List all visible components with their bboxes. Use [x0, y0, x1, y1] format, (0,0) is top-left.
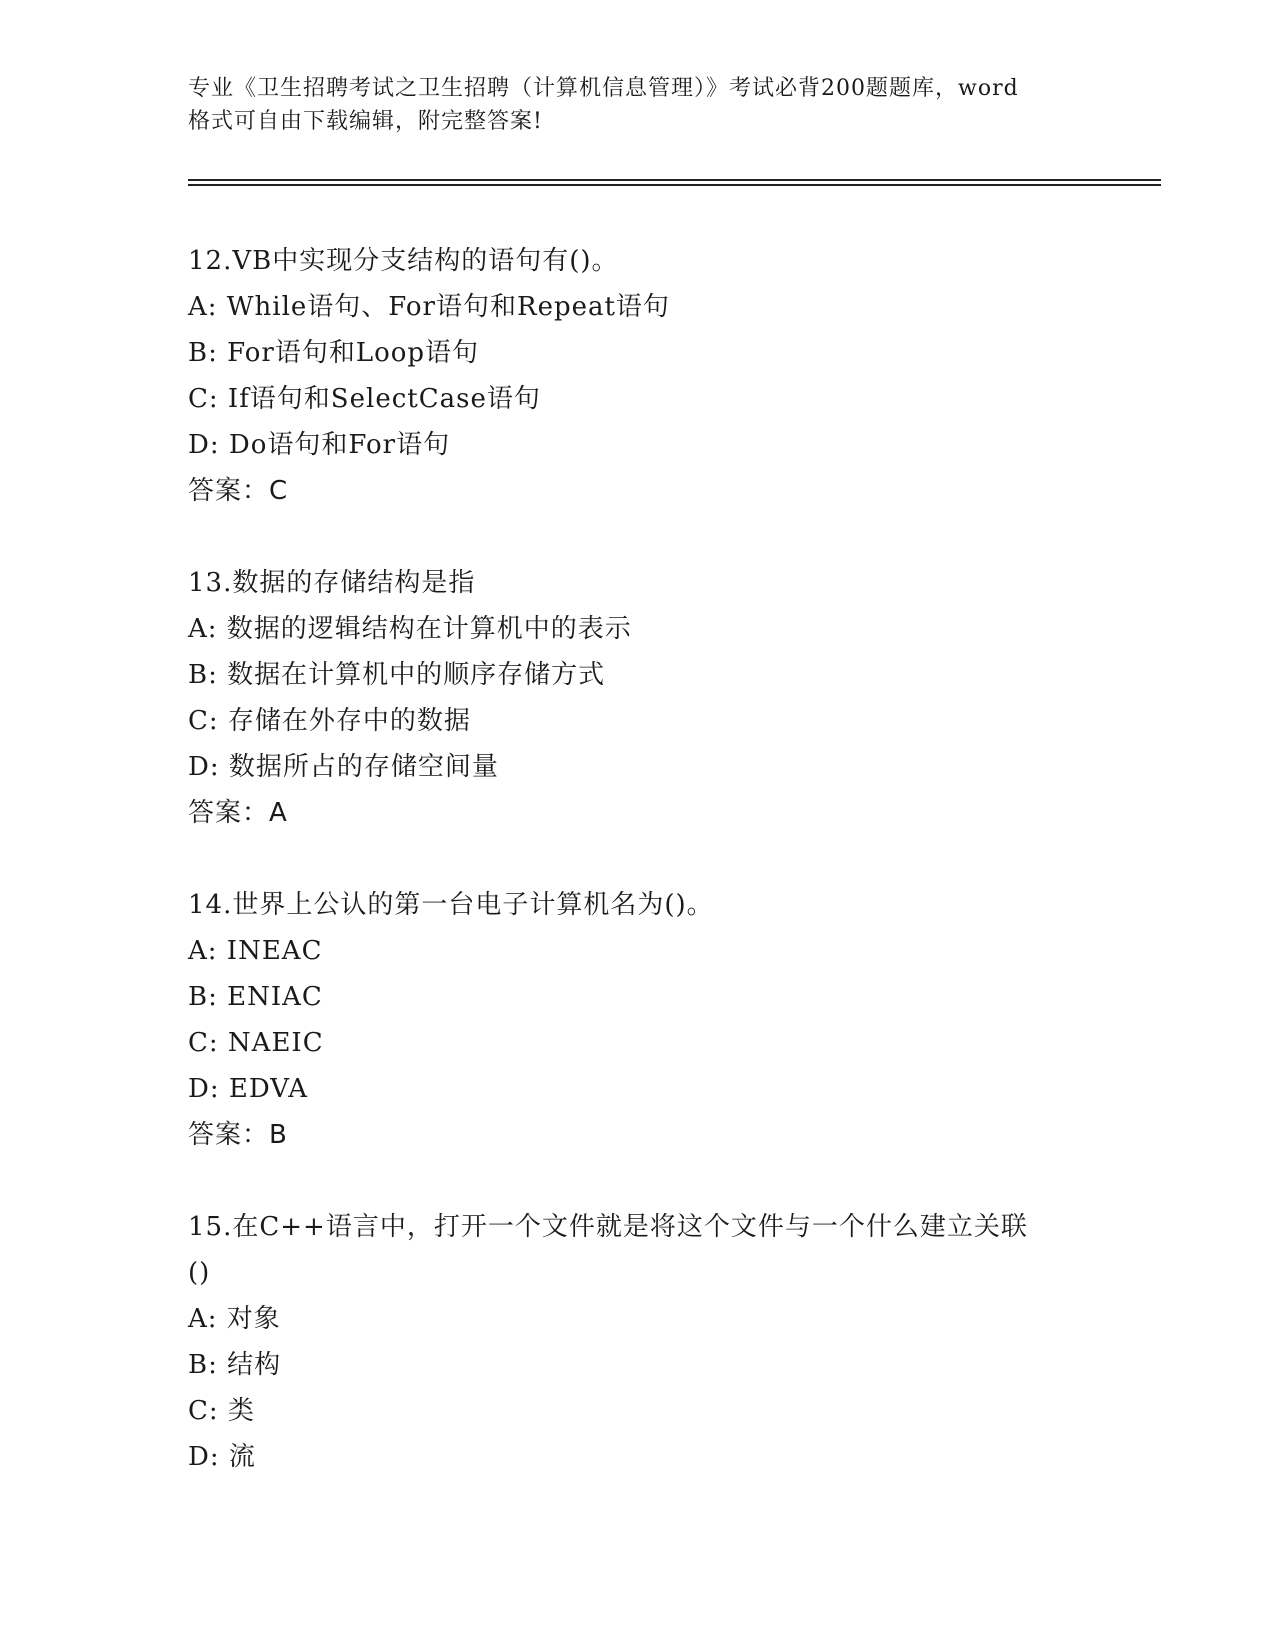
question-list — [188, 238, 1128, 1526]
option-b: B: For语句和Loop语句 — [188, 338, 480, 368]
option-d: D: EDVA — [188, 1074, 309, 1104]
header-line-2: 格式可自由下载编辑，附完整答案! — [188, 109, 543, 134]
answer: 答案：C — [188, 476, 289, 506]
header-line-1: 专业《卫生招聘考试之卫生招聘（计算机信息管理）》考试必背200题题库，word — [188, 76, 1019, 101]
option-c: C: NAEIC — [188, 1028, 324, 1058]
option-b: B: ENIAC — [188, 982, 323, 1012]
document-header — [188, 72, 1088, 138]
option-b: B: 结构 — [188, 1350, 282, 1380]
option-a: A: While语句、For语句和Repeat语句 — [188, 292, 670, 322]
header-divider-bottom — [188, 184, 1161, 186]
question-stem: 15.在C++语言中，打开一个文件就是将这个文件与一个什么建立关联 — [188, 1212, 1028, 1242]
option-c: C: 类 — [188, 1396, 255, 1426]
option-a: A: INEAC — [188, 936, 323, 966]
question-stem: 14.世界上公认的第一台电子计算机名为()。 — [188, 890, 714, 920]
question-14 — [188, 882, 1128, 1158]
question-12 — [188, 238, 1128, 514]
option-d: D: 数据所占的存储空间量 — [188, 752, 499, 782]
answer: 答案：A — [188, 798, 288, 828]
question-15 — [188, 1204, 1128, 1480]
question-13 — [188, 560, 1128, 836]
option-d: D: Do语句和For语句 — [188, 430, 451, 460]
answer: 答案：B — [188, 1120, 288, 1150]
question-stem-continued: () — [188, 1258, 211, 1288]
option-c: C: 存储在外存中的数据 — [188, 706, 471, 736]
header-divider-top — [188, 179, 1161, 181]
option-d: D: 流 — [188, 1442, 256, 1472]
option-b: B: 数据在计算机中的顺序存储方式 — [188, 660, 606, 690]
option-a: A: 数据的逻辑结构在计算机中的表示 — [188, 614, 632, 644]
option-a: A: 对象 — [188, 1304, 281, 1334]
option-c: C: If语句和SelectCase语句 — [188, 384, 541, 414]
question-stem: 13.数据的存储结构是指 — [188, 568, 476, 598]
question-stem: 12.VB中实现分支结构的语句有()。 — [188, 246, 619, 276]
